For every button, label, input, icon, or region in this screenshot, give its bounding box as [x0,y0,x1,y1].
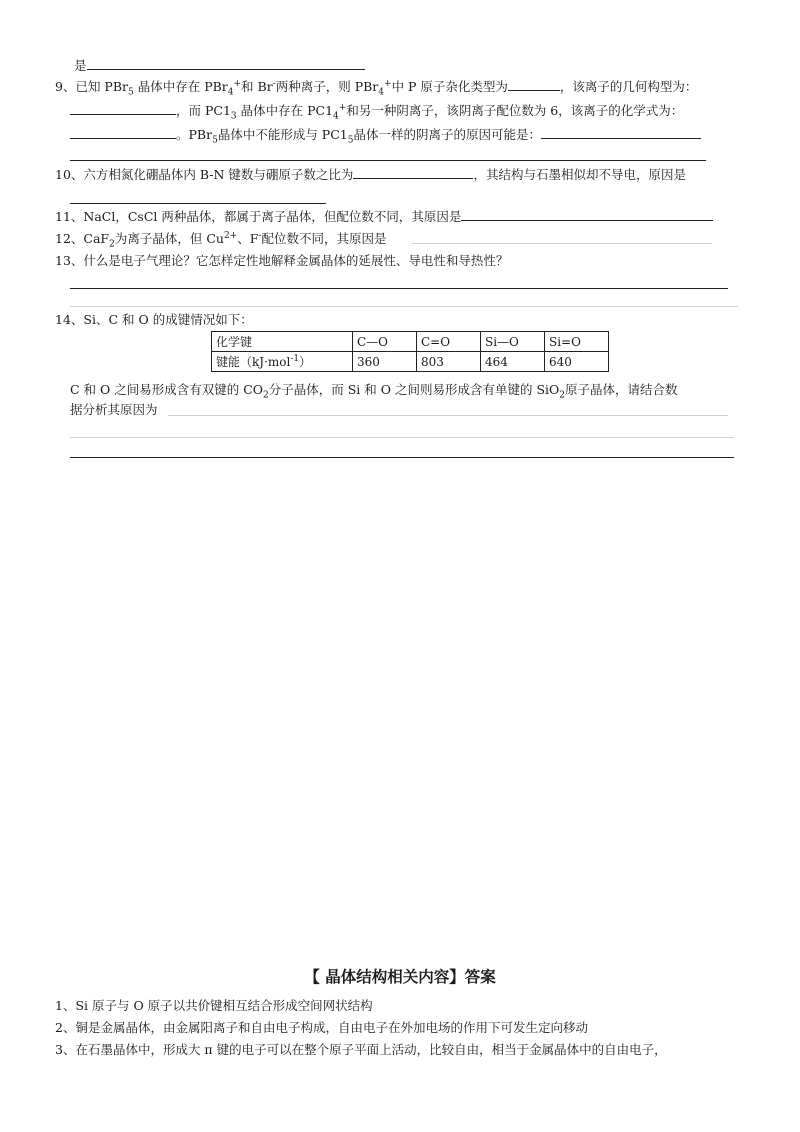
q9-hybridization-blank[interactable] [508,78,560,91]
q10-ratio-blank[interactable] [353,166,473,179]
q10-reason-line[interactable] [70,203,326,204]
q9-reason-blank[interactable] [541,126,701,139]
table-row [212,352,609,372]
bond-energy-table [211,331,609,372]
q9-answer-line[interactable] [70,160,706,161]
q9-geometry-blank[interactable] [70,102,176,115]
table-header-bond: 化学键 [212,332,353,352]
q8-tail-text: 是 [74,58,87,73]
answer-item: 3、在石墨晶体中，形成大 π 键的电子可以在整个原子平面上活动，比较自由，相当于金属晶体中的自由电子， [55,1042,667,1057]
q8-tail [74,57,365,75]
q13-answer-line-1[interactable] [70,288,728,289]
table-row [212,332,609,352]
answer-item: 2、铜是金属晶体，由金属阳离子和自由电子构成，自由电子在外加电场的作用下可发生定向移动 [55,1020,588,1035]
table-cell: Si—O [481,332,545,352]
q9-line-3: 。PBr$_5$晶体中不能形成与 $PC1_5$晶体一样的阴离子的原因可能是： [70,126,701,144]
q13-line: 13、什么是电子气理论？它怎样定性地解释金属晶体的延展性、导电性和导热性？ [55,253,509,268]
q14-intro: 14、Si、C 和 O 的成键情况如下： [55,312,253,327]
q9-line-2: ，而 $PC1_3$ 晶体中存在 $PC1_4^+$和另一种阴离子，该阴离子配位数为 6，该离子的化学式为： [70,102,683,120]
q14-answer-line-3[interactable] [70,457,734,458]
q9-line-1: 9、已知 PBr$_5$ 晶体中存在 PBr$_4$+和 Br-两种离子，则 PBr$_4$+中 P 原子杂化类型为 ，该离子的几何构型为： [55,78,698,98]
q12-answer-line[interactable] [412,243,712,244]
table-cell: 360 [353,352,417,372]
q11-line: 11、NaCl，CsCl 两种晶体，都属于离子晶体，但配位数不同，其原因是 [55,208,713,226]
table-cell: 464 [481,352,545,372]
q14-answer-line-1[interactable] [168,415,728,416]
q9-formula-blank[interactable] [70,126,176,139]
table-cell: C=O [417,332,481,352]
table-cell: C—O [353,332,417,352]
table-cell: 640 [545,352,609,372]
answer-item: 1、Si 原子与 O 原子以共价键相互结合形成空间网状结构 [55,998,373,1013]
q14-question-line-2: 据分析其原因为 [70,402,158,417]
q12-line: 12、CaF$_2$为离子晶体，但 $Cu^{2+}$、F-配位数不同，其原因是 [55,230,387,250]
q13-answer-line-2[interactable] [70,306,738,307]
q8-answer-blank[interactable] [87,57,365,70]
q14-question-line-1: C 和 O 之间易形成含有双键的 $CO_2$分子晶体，而 Si 和 O 之间则易形成含有单键的 SiO$_2$原子晶体，请结合数 [70,382,678,401]
answers-title: 【 晶体结构相关内容】答案 [304,968,496,986]
table-header-energy: 键能（kJ·mol$^{-1}$） [212,352,353,372]
table-cell: Si=O [545,332,609,352]
q10-line-1: 10、六方相氮化硼晶体内 B-N 键数与硼原子数之比为 ，其结构与石墨相似却不导电，原因是 [55,167,686,182]
q11-answer-blank[interactable] [461,208,713,221]
q14-answer-line-2[interactable] [70,437,734,438]
table-cell: 803 [417,352,481,372]
